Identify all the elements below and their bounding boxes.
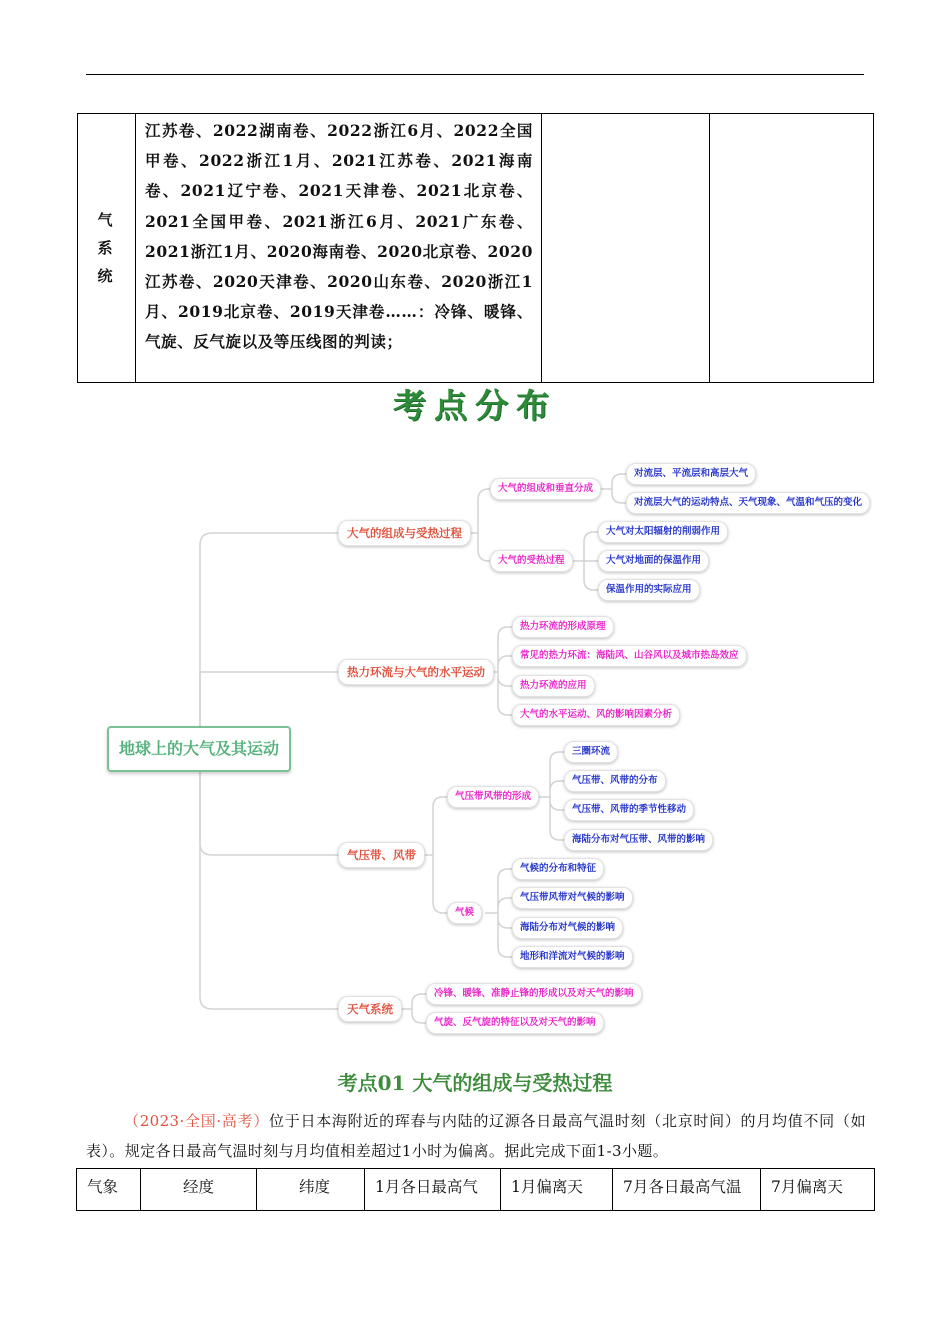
table-header-cell: 经度 xyxy=(141,1169,257,1211)
mindmap-node-belt-formation: 气压带风带的形成 xyxy=(447,786,539,808)
mindmap-leaf: 海陆分布对气压带、风带的影响 xyxy=(564,829,713,851)
kp-heading: 考点01 大气的组成与受热过程 xyxy=(337,1071,613,1095)
topic-label: 气系统 xyxy=(97,211,116,285)
mindmap-leaf: 三圈环流 xyxy=(564,741,618,763)
question-text: 位于日本海附近的珲春与内陆的辽源各日最高气温时刻（北京时间）的月均值不同（如表）。规定各日最高气温时刻与月均值相差超过1小时为偏离。据此完成下面1-3小题。 xyxy=(86,1112,866,1160)
mindmap-leaf: 大气对地面的保温作用 xyxy=(598,550,709,572)
table-header-cell: 1月偏离天 xyxy=(501,1169,613,1211)
mindmap-branch-thermal-circulation: 热力环流与大气的水平运动 xyxy=(338,659,494,685)
mindmap-leaf: 保温作用的实际应用 xyxy=(598,579,700,601)
mindmap-leaf: 气候的分布和特征 xyxy=(512,858,604,880)
mindmap-leaf: 海陆分布对气候的影响 xyxy=(512,917,623,939)
mindmap-node-heating-process: 大气的受热过程 xyxy=(490,550,573,572)
mindmap-leaf: 对流层大气的运动特点、天气现象、气温和气压的变化 xyxy=(626,492,870,514)
table-header-row xyxy=(77,1169,875,1211)
mindmap-leaf: 气旋、反气旋的特征以及对天气的影响 xyxy=(426,1012,604,1034)
mindmap-branch-weather-systems: 天气系统 xyxy=(338,996,402,1022)
section-title: 考点分布 xyxy=(393,386,557,425)
mindmap-leaf: 热力环流的应用 xyxy=(512,675,595,697)
exam-list-text: 江苏卷、2022湖南卷、2022浙江6月、2022全国甲卷、2022浙江1月、2021江苏卷、2021海南卷、2021辽宁卷、2021天津卷、2021北京卷、2021全国甲卷、2021浙江6月、2021广东卷、2021浙江1月、2020海南卷、2020北京卷、2020江苏卷、2020天津卷、2020山东卷、2020浙江1月、2019北京卷、2019天津卷……：冷锋、暖锋、气旋、反气旋以及等压线图的判读； xyxy=(145,121,533,352)
table-header-cell: 气象 xyxy=(77,1169,141,1211)
table-header-cell: 7月各日最高气温 xyxy=(613,1169,761,1211)
table-header-cell: 纬度 xyxy=(257,1169,365,1211)
mindmap-leaf: 大气的水平运动、风的影响因素分析 xyxy=(512,704,680,726)
mindmap-leaf: 气压带风带对气候的影响 xyxy=(512,887,633,909)
table-header-cell: 1月各日最高气 xyxy=(365,1169,501,1211)
mindmap-leaf: 热力环流的形成原理 xyxy=(512,616,614,638)
mindmap-node-composition-layers: 大气的组成和垂直分成 xyxy=(490,478,601,500)
mindmap-branch-pressure-wind-belts: 气压带、风带 xyxy=(338,842,425,868)
mindmap-leaf: 气压带、风带的季节性移动 xyxy=(564,799,694,821)
mindmap-branch-atmosphere-composition: 大气的组成与受热过程 xyxy=(338,520,471,546)
mindmap-leaf: 冷锋、暖锋、准静止锋的形成以及对天气的影响 xyxy=(426,983,642,1005)
table-header-cell: 7月偏离天 xyxy=(761,1169,875,1211)
mindmap-leaf: 气压带、风带的分布 xyxy=(564,770,666,792)
question-paragraph xyxy=(86,1106,866,1166)
question-source: （2023·全国·高考） xyxy=(124,1112,270,1130)
data-table xyxy=(76,1168,875,1211)
mindmap-node-climate: 气候 xyxy=(447,902,482,924)
mindmap-leaf: 对流层、平流层和高层大气 xyxy=(626,463,756,485)
mindmap-leaf: 大气对太阳辐射的削弱作用 xyxy=(598,521,728,543)
mindmap-leaf: 地形和洋流对气候的影响 xyxy=(512,946,633,968)
mindmap-root: 地球上的大气及其运动 xyxy=(107,726,291,772)
mindmap-leaf: 常见的热力环流：海陆风、山谷风以及城市热岛效应 xyxy=(512,645,747,667)
